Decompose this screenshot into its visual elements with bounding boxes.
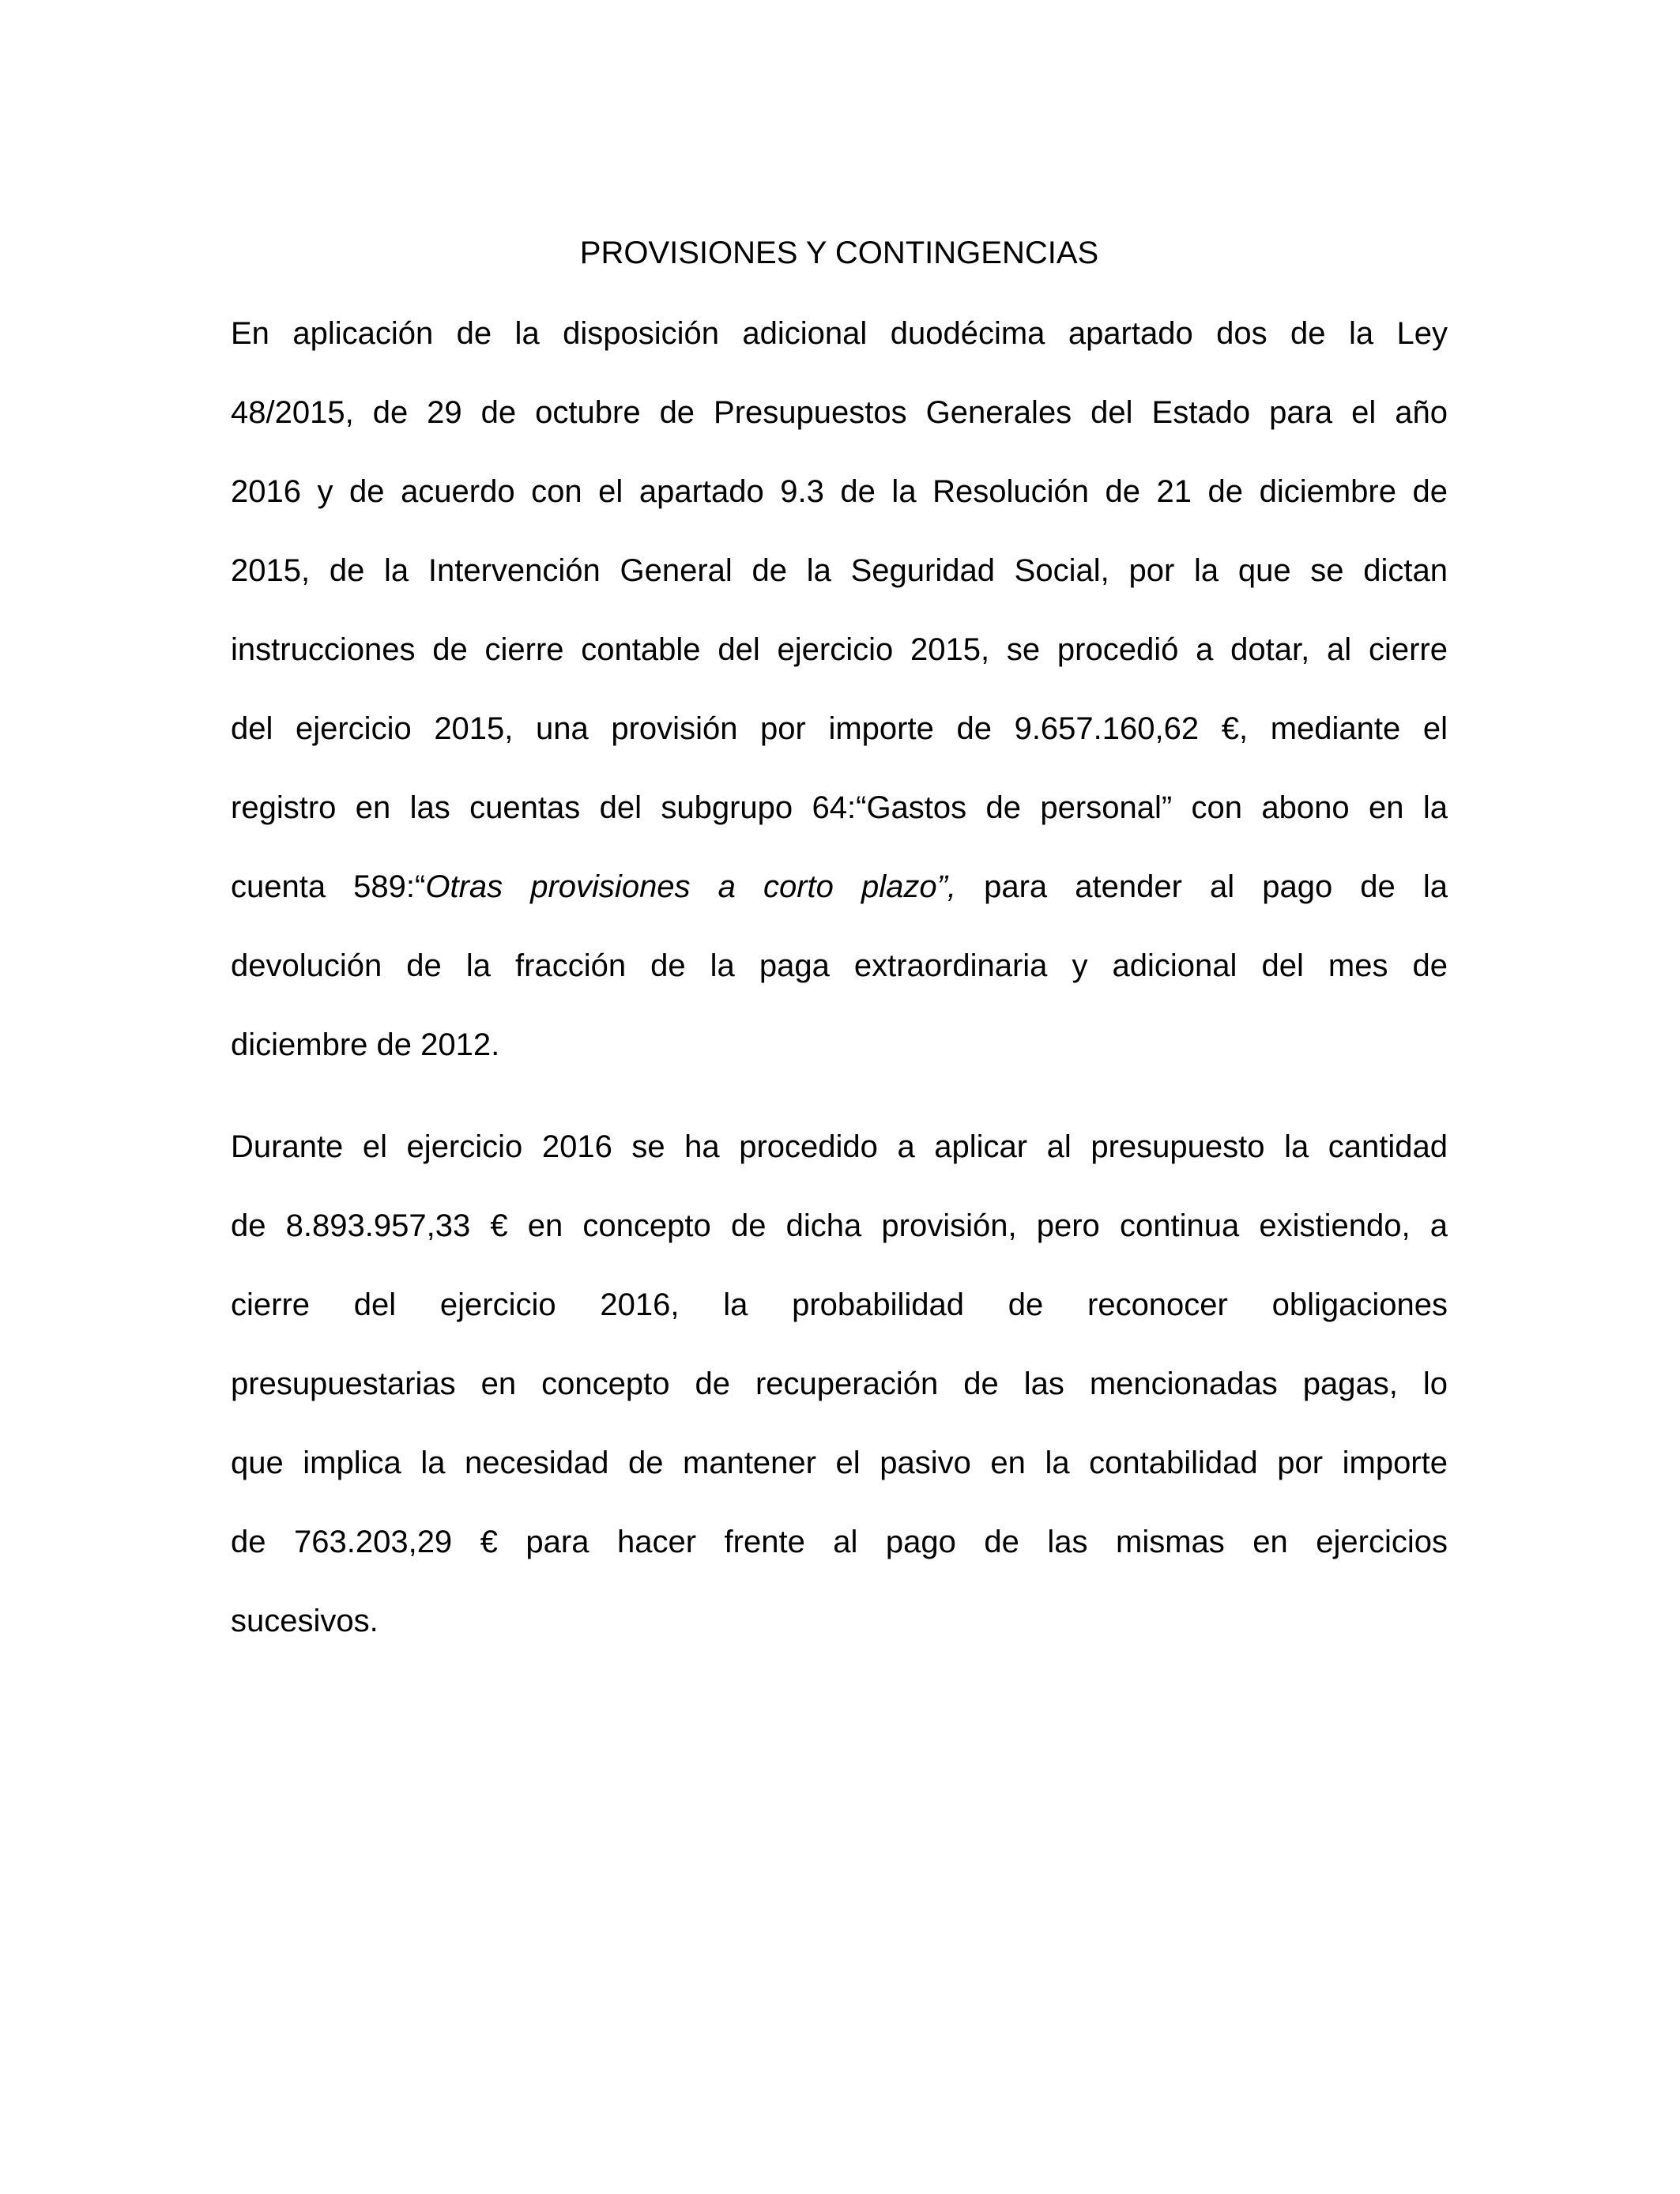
text-segment: para atender al pago de la <box>956 869 1448 904</box>
text-line: sucesivos. <box>231 1604 379 1638</box>
text-line: 2015, de la Intervención General de la Seguridad Social, por la que se dictan <box>231 553 1448 588</box>
text-line: del ejercicio 2015, una provisión por importe de 9.657.160,62 €, mediante el <box>231 711 1448 746</box>
text-line: Durante el ejercicio 2016 se ha procedido a aplicar al presupuesto la cantidad <box>231 1129 1448 1164</box>
text-line: de 8.893.957,33 € en concepto de dicha provisión, pero continua existiendo, a <box>231 1208 1448 1243</box>
paragraph-provision-origin <box>231 294 1448 1084</box>
paragraph-provision-application <box>231 1107 1448 1661</box>
text-line: devolución de la fracción de la paga extraordinaria y adicional del mes de <box>231 948 1448 983</box>
text-line: 2016 y de acuerdo con el apartado 9.3 de la Resolución de 21 de diciembre de <box>231 474 1448 509</box>
text-line: En aplicación de la disposición adicional duodécima apartado dos de la Ley <box>231 316 1448 351</box>
text-line: diciembre de 2012. <box>231 1027 500 1062</box>
text-line-account <box>231 847 1448 926</box>
italic-account-name: Otras provisiones a corto plazo”, <box>425 869 957 904</box>
document-title: PROVISIONES Y CONTINGENCIAS <box>579 236 1099 270</box>
text-line: que implica la necesidad de mantener el pasivo en la contabilidad por importe <box>231 1446 1448 1480</box>
paragraph-spacer <box>231 1084 1448 1107</box>
text-segment: cuenta 589:“ <box>231 869 426 904</box>
text-line: registro en las cuentas del subgrupo 64:“Gastos de personal” con abono en la <box>231 790 1448 825</box>
text-line: instrucciones de cierre contable del ejercicio 2015, se procedió a dotar, al cierre <box>231 632 1448 667</box>
text-line: cierre del ejercicio 2016, la probabilidad de reconocer obligaciones <box>231 1287 1448 1322</box>
document-body <box>231 213 1448 1661</box>
text-line: presupuestarias en concepto de recuperación de las mencionadas pagas, lo <box>231 1367 1448 1401</box>
text-line: 48/2015, de 29 de octubre de Presupuestos Generales del Estado para el año <box>231 395 1448 430</box>
text-line: de 763.203,29 € para hacer frente al pago de las mismas en ejercicios <box>231 1525 1448 1559</box>
